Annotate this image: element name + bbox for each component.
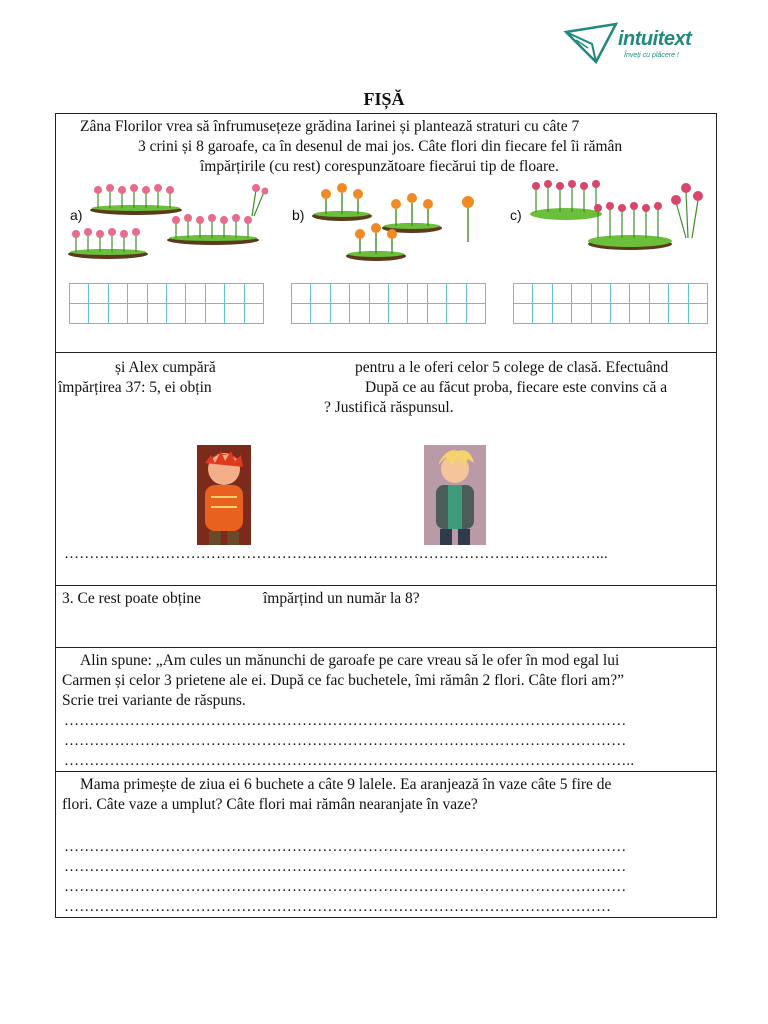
boy-character-image <box>197 445 251 545</box>
ex4-text-line1: Alin spune: „Am cules un mănunchi de garoafe pe care vreau să le ofer în mod egal lui <box>80 652 620 669</box>
ex5-answer-line-4[interactable]: ……………………………………………………………………………………………… <box>64 899 612 915</box>
intuitext-logo <box>562 18 722 70</box>
exercise-1 <box>56 114 716 353</box>
exercise-3 <box>56 586 716 648</box>
ex5-answer-line-3[interactable]: ………………………………………………………………………………………………… <box>64 879 627 895</box>
ex2-text-line1a: și Alex cumpără <box>115 359 216 376</box>
ex5-answer-line-2[interactable]: ………………………………………………………………………………………………… <box>64 859 627 875</box>
rose-beds-image <box>526 178 711 268</box>
ex1-text-line2: 3 crini și 8 garoafe, ca în desenul de mai jos. Câte flori din fiecare fel îi rămân <box>138 138 623 155</box>
ex3-text-line1b: împărțind un număr la 8? <box>263 590 420 607</box>
page-title: FIȘĂ <box>363 89 405 109</box>
ex1-text-line1: Zâna Florilor vrea să înfrumusețeze grădina Iarinei și plantează straturi cu câte 7 <box>80 118 580 135</box>
ex1-text-line3: împărțirile (cu rest) corespunzătoare fiecărui tip de floare. <box>200 158 559 175</box>
answer-grid-b[interactable] <box>291 283 486 324</box>
answer-grid-a[interactable] <box>69 283 264 324</box>
label-a: a) <box>70 207 83 223</box>
ex4-text-line2: Carmen și celor 3 prietene ale ei. După ce fac buchetele, îmi rămân 2 flori. Câte flori am?” <box>62 672 625 689</box>
ex3-text-line1a: 3. Ce rest poate obține <box>62 590 202 607</box>
ex5-answer-line-1[interactable]: ………………………………………………………………………………………………… <box>64 839 627 855</box>
brand-name: intuitext <box>618 28 692 50</box>
ex2-answer-line[interactable]: ……………………………………………………………………………………………... <box>64 546 608 562</box>
exercise-4 <box>56 648 716 772</box>
ex4-answer-line-1[interactable]: ………………………………………………………………………………………………… <box>64 713 627 729</box>
alex-character-image <box>424 445 486 545</box>
ex4-answer-line-3[interactable]: ………………………………………………………………………………………………….. <box>64 753 635 769</box>
brand-tagline: Înveți cu plăcere ! <box>624 52 679 59</box>
exercise-5 <box>56 772 716 919</box>
carnation-beds-image <box>68 178 268 266</box>
ex2-text-line1b: pentru a le oferi celor 5 colege de clasă. Efectuând <box>355 359 669 376</box>
ex2-text-line3: ? Justifică răspunsul. <box>324 399 454 416</box>
answer-grid-c[interactable] <box>513 283 708 324</box>
ex5-text-line2: flori. Câte vaze a umplut? Câte flori mai rămân nearanjate în vaze? <box>62 796 478 813</box>
ex2-text-line2b: După ce au făcut proba, fiecare este convins că a <box>365 379 668 396</box>
ex4-answer-line-2[interactable]: ………………………………………………………………………………………………… <box>64 733 627 749</box>
ex2-text-line2a: împărțirea 37: 5, ei obțin <box>58 379 212 396</box>
ex5-text-line1: Mama primește de ziua ei 6 buchete a câte 9 lalele. Ea aranjează în vaze câte 5 fire de <box>80 776 612 793</box>
lily-beds-image <box>308 180 488 266</box>
ex4-text-line3: Scrie trei variante de răspuns. <box>62 692 246 709</box>
label-b: b) <box>292 207 305 223</box>
label-c: c) <box>510 207 522 223</box>
exercise-2 <box>56 353 716 586</box>
worksheet <box>55 113 717 918</box>
